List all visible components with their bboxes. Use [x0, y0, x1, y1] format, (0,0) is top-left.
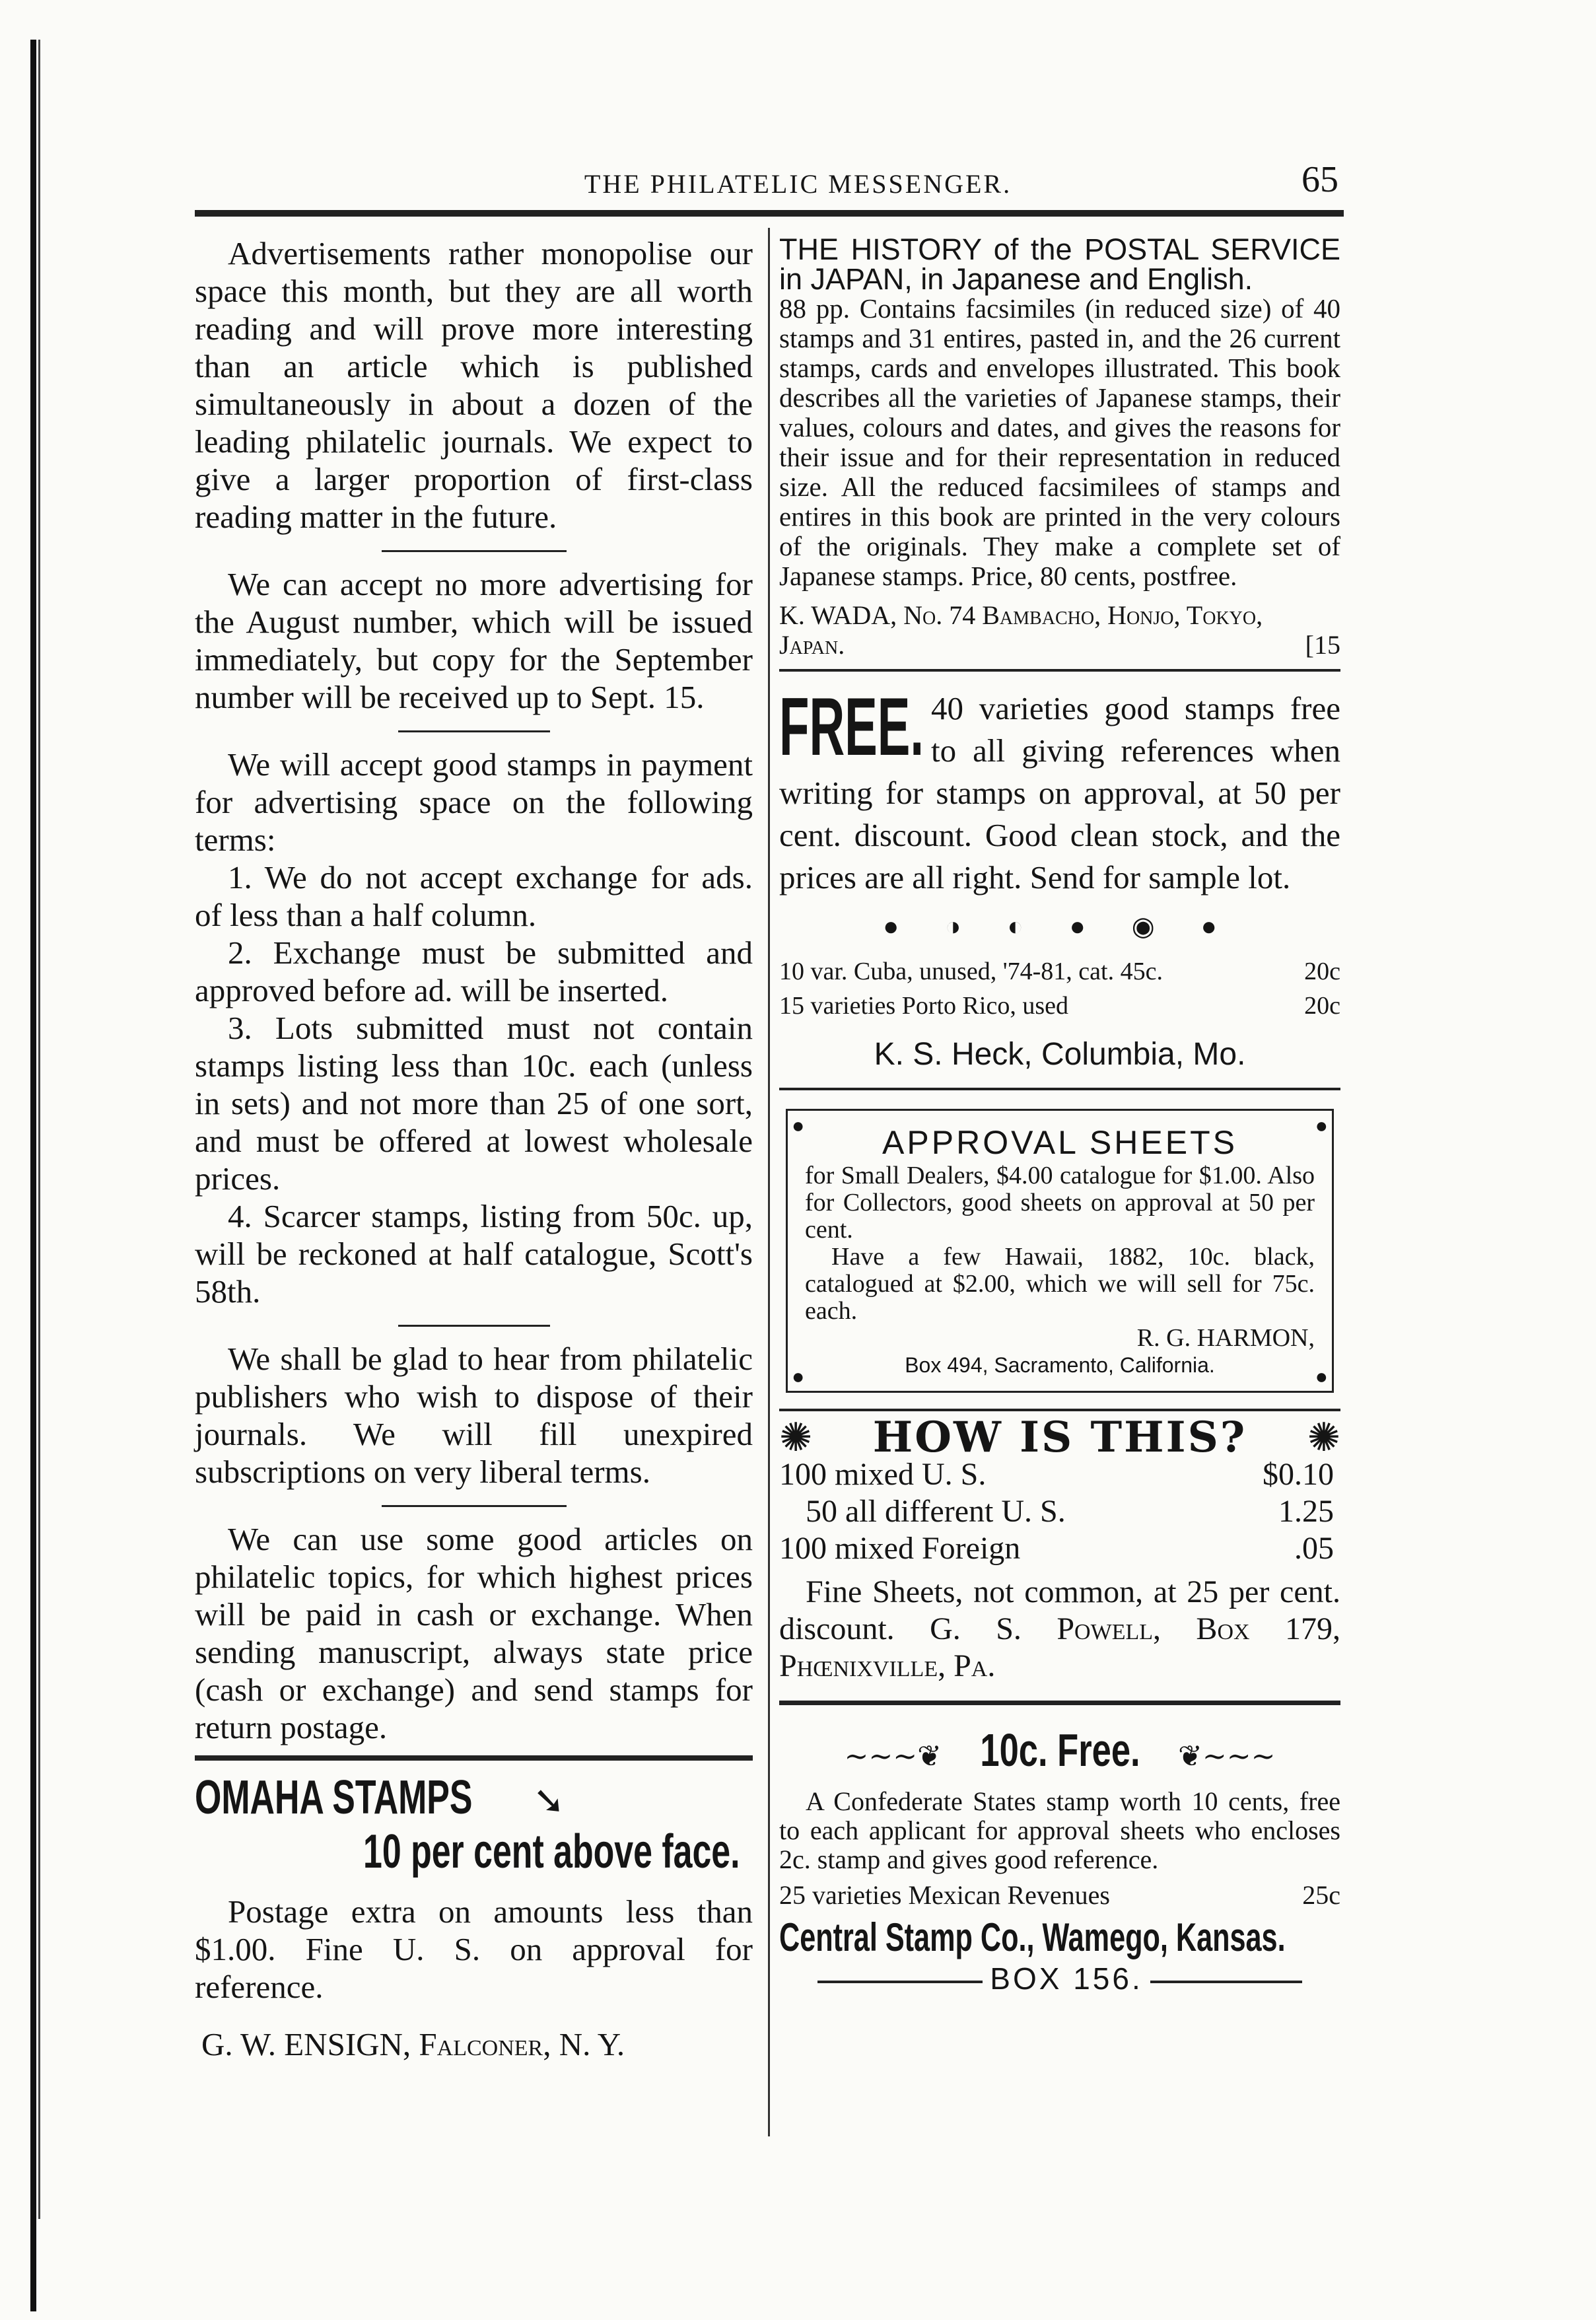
free-item-porto-rico-price: 20c [1304, 992, 1340, 1020]
price-label: 100 mixed U. S. [779, 1457, 987, 1492]
term-1: 1. We do not accept exchange for ads. of less than a half column. [195, 859, 753, 933]
free-item-cuba-price: 20c [1304, 958, 1340, 985]
divider [382, 550, 567, 552]
paragraph-articles: We can use some good articles on philatelic topics, for which highest prices will be paid in cash or exchange. When sending manuscript, always state price (cash or exchange) and send stamps for return postage. [195, 1521, 753, 1745]
approval-sheets-ad [786, 1109, 1334, 1393]
paragraph-editorial: Advertisements rather monopolise our space this month, but they are all worth reading and will prove more interesting than an article which is published simultaneously in about a dozen of the leading philatelic journals. We expect to give a larger proportion of first-class reading matter in the future. [195, 235, 753, 535]
ornament-dot: ● [1315, 1113, 1328, 1137]
column-separator [768, 228, 770, 2136]
ornament-dot: ● [792, 1364, 805, 1388]
how-body: Fine Sheets, not common, at 25 per cent. discount. [779, 1574, 1340, 1646]
approval-address: Box 494, Sacramento, California. [905, 1353, 1215, 1377]
how-signature: G. S. Powell, Box 179, Phœnixville, Pa. [779, 1611, 1340, 1683]
japan-history-ad [779, 234, 1340, 660]
left-column [195, 234, 753, 2063]
scroll-ornament-left: ∼∼∼❦ [844, 1740, 942, 1773]
ad-separator [779, 1701, 1340, 1705]
free-word-box [779, 687, 931, 773]
divider [398, 730, 550, 732]
omaha-signature-name: G. W. ENSIGN, [201, 2026, 411, 2062]
japan-mark: [15 [1305, 630, 1340, 660]
confederate-stamp-ad [779, 1724, 1340, 1996]
ad-separator [779, 1088, 1340, 1090]
paragraph-exchange-terms: We will accept good stamps in payment for advertising space on the following terms: [195, 746, 753, 858]
book-spine-shadow [38, 40, 40, 2219]
free-signature: K. S. Heck, Columbia, Mo. [874, 1037, 1246, 1072]
omaha-signature-place: Falconer, N. Y. [419, 2026, 625, 2062]
term-3: 3. Lots submitted must not contain stamps listing less than 10c. each (unless in sets) and not more than 25 of one sort, and must be offered at lowest wholesale prices. [195, 1010, 753, 1197]
omaha-title: OMAHA STAMPS [195, 1771, 473, 1824]
scroll-ornament-right: ❦∼∼∼ [1178, 1740, 1276, 1773]
divider [398, 1325, 550, 1327]
price-label: 50 all different U. S. [806, 1494, 1066, 1529]
free-stamps-ad [779, 687, 1340, 1076]
page-number: 65 [1301, 159, 1338, 200]
confed-item: 25 varieties Mexican Revenues [779, 1880, 1110, 1910]
price-value: .05 [1294, 1531, 1334, 1566]
how-is-this-ad [779, 1413, 1340, 1685]
ornament-dot: ● [792, 1113, 805, 1137]
japan-heading: THE HISTORY of the POSTAL SERVICE in JAPAN, in Japanese and English. [779, 232, 1340, 296]
approval-name: R. G. HARMON, [1136, 1324, 1315, 1352]
price-label: 100 mixed Foreign [779, 1531, 1021, 1566]
paragraph-advertising-deadline: We can accept no more advertising for the August number, which will be issued immediately, but copy for the September number will be received up to Sept. 15. [195, 566, 753, 715]
sunburst-icon: ✺ [1307, 1416, 1340, 1459]
confed-title: 10c. Free. [979, 1724, 1140, 1776]
running-head: THE PHILATELIC MESSENGER. [584, 169, 1012, 199]
japan-address: K. WADA, No. 74 Bambacho, Honjo, Tokyo, Japan. [779, 600, 1263, 660]
paragraph-publishers: We shall be glad to hear from philatelic publishers who wish to dispose of their journals. We will fill unexpired subscriptions on very liberal terms. [195, 1341, 753, 1490]
ad-separator [779, 669, 1340, 672]
price-value: $0.10 [1263, 1457, 1334, 1492]
price-row [779, 1493, 1340, 1530]
header-rule [195, 210, 1344, 217]
divider [382, 1505, 567, 1507]
japan-body: 88 pp. Contains facsimiles (in reduced size) of 40 stamps and 31 entires, pasted in, and the 26 current stamps, cards and envelopes illustrated. This book describes all the varieties of Japanese stamps, their values, colours and dates, and gives the reasons for their issue and for their representation in reduced size. All the reduced facsimilees of stamps and entires in this book are printed in the very colours of the originals. They make a complete set of Japanese stamps. Price, 80 cents, postfree. [779, 293, 1340, 591]
confed-company: Central Stamp Co., Wamego, Kansas. [779, 1915, 1286, 1959]
approval-title: APPROVAL SHEETS [882, 1124, 1237, 1161]
ad-separator [779, 1409, 1340, 1411]
confed-item-price: 25c [1302, 1880, 1340, 1910]
term-4: 4. Scarcer stamps, listing from 50c. up, will be reckoned at half catalogue, Scott's 58th. [195, 1198, 753, 1310]
omaha-body: Postage extra on amounts less than $1.00. Fine U. S. on approval for reference. [195, 1893, 753, 2005]
omaha-stamps-ad [195, 1771, 753, 2063]
arrow-icon: ➘ [532, 1779, 565, 1822]
rule-right [1150, 1981, 1302, 1983]
confed-box: BOX 156. [990, 1961, 1143, 1996]
approval-body-1: for Small Dealers, $4.00 catalogue for $1.00. Also for Collectors, good sheets on approval at 50 per cent. [805, 1162, 1315, 1244]
right-column [779, 234, 1340, 1996]
free-word: FREE. [779, 687, 924, 773]
free-body: 40 varieties good stamps free to all giving references when writing for stamps on approval, at 50 per cent. discount. Good clean stock, and the prices are all right. Send for sample lot. [779, 690, 1340, 896]
how-title: HOW IS THIS? [872, 1413, 1247, 1462]
sunburst-icon: ✺ [779, 1416, 813, 1459]
rule-left [817, 1981, 983, 1983]
free-item-porto-rico: 15 varieties Porto Rico, used [779, 992, 1068, 1020]
price-value: 1.25 [1278, 1494, 1334, 1529]
omaha-subtitle: 10 per cent above face. [363, 1825, 740, 1878]
term-2: 2. Exchange must be submitted and approved before ad. will be inserted. [195, 934, 753, 1008]
ad-separator [195, 1755, 753, 1761]
ornament-dot: ● [1315, 1364, 1328, 1388]
approval-body-2: Have a few Hawaii, 1882, 10c. black, catalogued at $2.00, which we will sell for 75c. each. [805, 1243, 1315, 1325]
price-row [779, 1530, 1340, 1567]
book-spine-edge [30, 40, 36, 2311]
ornament-dots: ● ◑ ◐ ● ◉ ● [883, 911, 1237, 941]
confed-body: A Confederate States stamp worth 10 cents, free to each applicant for approval sheets who encloses 2c. stamp and gives good reference. [779, 1786, 1340, 1874]
free-item-cuba: 10 var. Cuba, unused, '74-81, cat. 45c. [779, 958, 1163, 985]
